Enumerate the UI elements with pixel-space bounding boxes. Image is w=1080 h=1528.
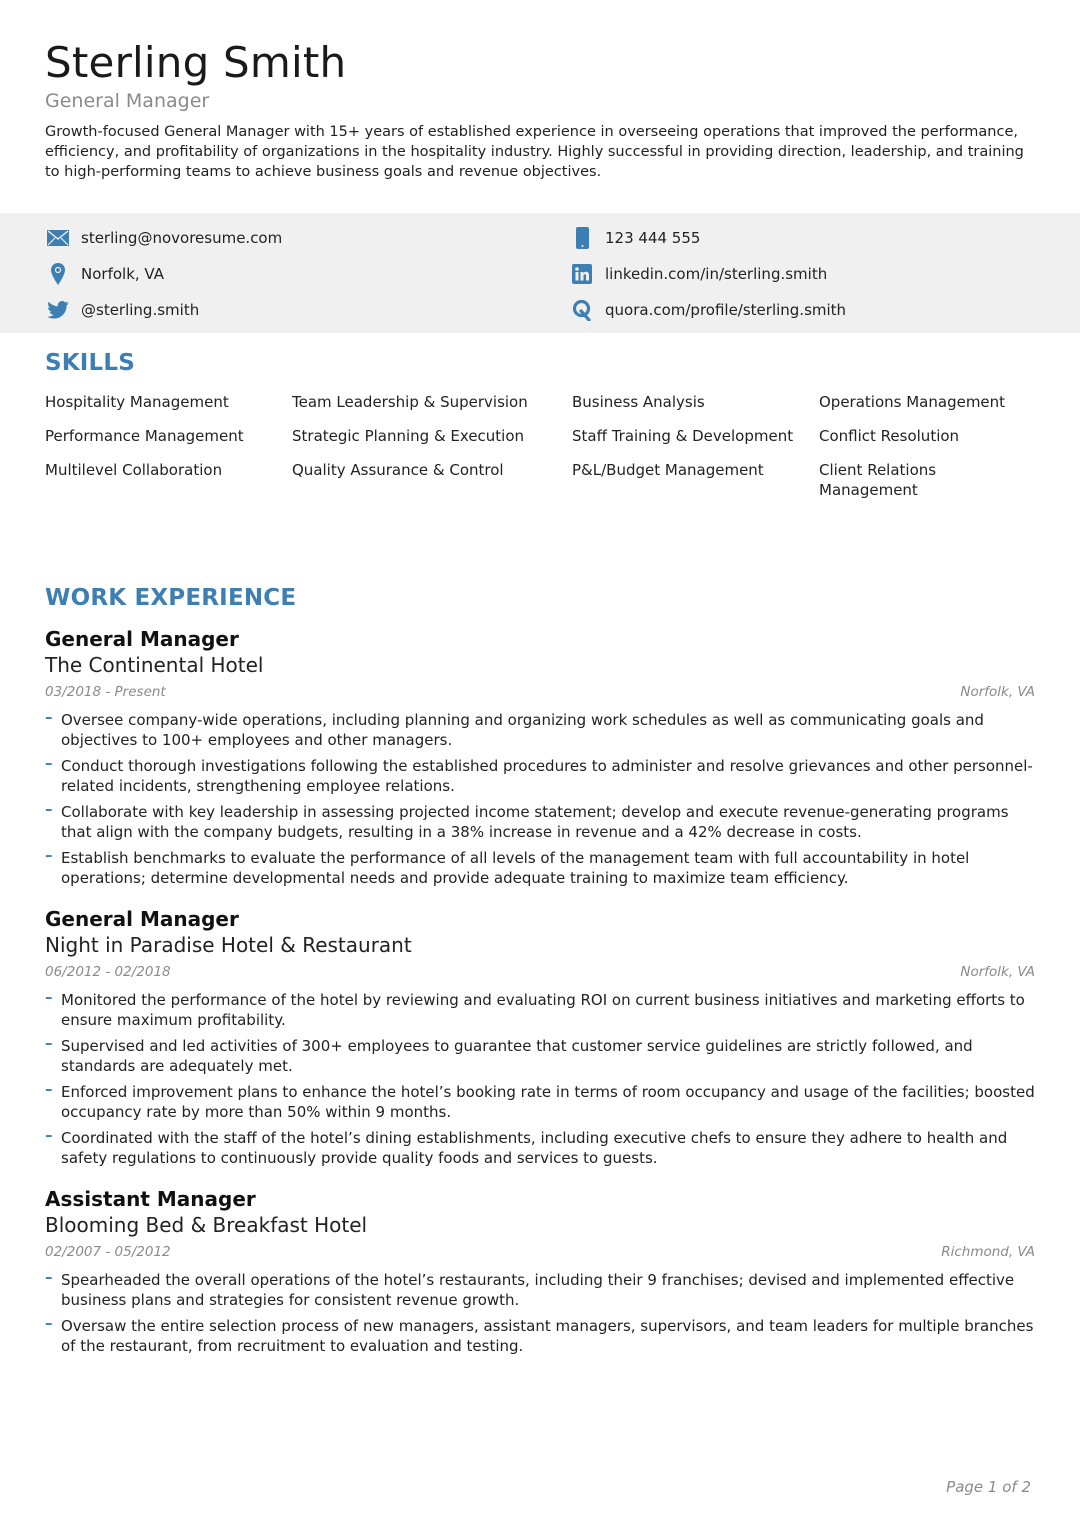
contact-linkedin[interactable] xyxy=(571,262,827,286)
skill-item: Staff Training & Development xyxy=(572,427,794,445)
linkedin-text[interactable]: linkedin.com/in/sterling.smith xyxy=(605,265,828,283)
job-title: General Manager xyxy=(45,627,239,651)
bullet-item xyxy=(45,756,1035,796)
bullet-text: Conduct thorough investigations following the established procedures to administer and resolve grievances and other personnel-related incidents, strengthening employee relations. xyxy=(61,757,1033,795)
skill-item: Business Analysis xyxy=(572,393,705,411)
dash-icon: – xyxy=(45,988,53,1006)
job-bullets xyxy=(45,990,1035,1168)
location-pin-icon xyxy=(47,263,69,285)
bullet-item xyxy=(45,1128,1035,1168)
company-name: Night in Paradise Hotel & Restaurant xyxy=(45,933,412,957)
skill-item: Team Leadership & Supervision xyxy=(292,393,528,411)
dash-icon: – xyxy=(45,800,53,818)
envelope-icon xyxy=(47,227,69,249)
dash-icon: – xyxy=(45,754,53,772)
dash-icon: – xyxy=(45,708,53,726)
summary-text: Growth-focused General Manager with 15+ years of established experience in overseeing operations that improved the performance, efficiency, and profitability of organizations in the hospitality industry. Highly successful in providing direction, leadership, and training to high-performing teams to achieve business goals and revenue objectives. xyxy=(45,124,1024,180)
bullet-item xyxy=(45,1082,1035,1122)
job-entry xyxy=(45,906,1035,1168)
job-entry xyxy=(45,1186,1035,1356)
job-title: Assistant Manager xyxy=(45,1187,256,1211)
skills-row xyxy=(45,460,1040,500)
job-meta xyxy=(45,680,1035,704)
skill-item: Operations Management xyxy=(819,393,1006,411)
company-name: Blooming Bed & Breakfast Hotel xyxy=(45,1213,368,1237)
skill-item: P&L/Budget Management xyxy=(572,461,764,479)
contact-email[interactable] xyxy=(47,226,282,250)
bullet-text: Establish benchmarks to evaluate the performance of all levels of the management team with full accountability in hotel operations; determine developmental needs and provide adequate training to maximize team efficiency. xyxy=(61,849,970,887)
job-meta xyxy=(45,1240,1035,1264)
job-entry xyxy=(45,626,1035,888)
skills-row xyxy=(45,426,1040,446)
dash-icon: – xyxy=(45,1034,53,1052)
job-dates: 03/2018 - Present xyxy=(45,684,166,700)
candidate-name: Sterling Smith xyxy=(45,38,347,87)
quora-icon xyxy=(571,299,593,321)
bullet-text: Spearheaded the overall operations of the hotel’s restaurants, including their 9 franchises; devised and implemented effective business plans and strategies for consistent revenue growth. xyxy=(61,1271,1015,1309)
dash-icon: – xyxy=(45,1126,53,1144)
bullet-item xyxy=(45,1270,1035,1310)
job-meta xyxy=(45,960,1035,984)
contact-location xyxy=(47,262,164,286)
twitter-icon xyxy=(47,299,69,321)
skill-item: Strategic Planning & Execution xyxy=(292,427,525,445)
dash-icon: – xyxy=(45,846,53,864)
contact-quora[interactable] xyxy=(571,298,846,322)
bullet-item xyxy=(45,1036,1035,1076)
job-location: Norfolk, VA xyxy=(960,684,1035,700)
job-dates: 06/2012 - 02/2018 xyxy=(45,964,171,980)
bullet-text: Collaborate with key leadership in assessing projected income statement; develop and execute revenue-generating programs that align with the company budgets, resulting in a 38% increase in revenue and a 42% decrease in costs. xyxy=(61,803,1009,841)
phone-text[interactable]: 123 444 555 xyxy=(605,229,701,247)
linkedin-icon xyxy=(571,263,593,285)
jobs-list xyxy=(45,626,1035,1374)
skills-title: SKILLS xyxy=(45,350,136,376)
work-experience-title: WORK EXPERIENCE xyxy=(45,585,297,611)
company-name: The Continental Hotel xyxy=(45,653,264,677)
page-number: Page 1 of 2 xyxy=(946,1478,1031,1496)
skills-grid xyxy=(45,392,1040,514)
job-location: Norfolk, VA xyxy=(960,964,1035,980)
job-bullets xyxy=(45,1270,1035,1356)
resume-header xyxy=(45,38,1040,182)
location-text: Norfolk, VA xyxy=(81,265,164,283)
bullet-item xyxy=(45,990,1035,1030)
bullet-text: Enforced improvement plans to enhance the hotel’s booking rate in terms of room occupancy and usage of the facilities; boosted occupancy rate by more than 50% within 9 months. xyxy=(61,1083,1035,1121)
skill-item: Multilevel Collaboration xyxy=(45,461,223,479)
job-title: General Manager xyxy=(45,907,239,931)
bullet-text: Oversaw the entire selection process of new managers, assistant managers, supervisors, and team leaders for multiple branches of the restaurant, from recruitment to evaluation and testing. xyxy=(61,1317,1034,1355)
job-dates: 02/2007 - 05/2012 xyxy=(45,1244,171,1260)
bullet-item xyxy=(45,848,1035,888)
skill-item: Hospitality Management xyxy=(45,393,229,411)
contact-twitter[interactable] xyxy=(47,298,199,322)
phone-icon xyxy=(571,227,593,249)
bullet-item xyxy=(45,802,1035,842)
bullet-item xyxy=(45,1316,1035,1356)
bullet-text: Coordinated with the staff of the hotel’s dining establishments, including executive chefs to ensure they adhere to health and safety regulations to continuously provide quality foods and services to guests. xyxy=(61,1129,1008,1167)
bullet-text: Monitored the performance of the hotel by reviewing and evaluating ROI on current business initiatives and marketing efforts to ensure maximum profitability. xyxy=(61,991,1025,1029)
contact-phone[interactable] xyxy=(571,226,700,250)
skill-item: Client Relations Management xyxy=(819,461,937,499)
bullet-text: Oversee company-wide operations, including planning and organizing work schedules as well as communicating goals and objectives to 100+ employees and other managers. xyxy=(61,711,984,749)
dash-icon: – xyxy=(45,1268,53,1286)
skill-item: Conflict Resolution xyxy=(819,427,960,445)
job-location: Richmond, VA xyxy=(941,1244,1035,1260)
skills-row xyxy=(45,392,1040,412)
twitter-text[interactable]: @sterling.smith xyxy=(81,301,200,319)
candidate-role: General Manager xyxy=(45,90,210,112)
email-text[interactable]: sterling@novoresume.com xyxy=(81,229,283,247)
dash-icon: – xyxy=(45,1314,53,1332)
bullet-text: Supervised and led activities of 300+ employees to guarantee that customer service guidelines are strictly followed, and standards are adequately met. xyxy=(61,1037,973,1075)
skill-item: Performance Management xyxy=(45,427,244,445)
quora-text[interactable]: quora.com/profile/sterling.smith xyxy=(605,301,847,319)
job-bullets xyxy=(45,710,1035,888)
skill-item: Quality Assurance & Control xyxy=(292,461,504,479)
bullet-item xyxy=(45,710,1035,750)
dash-icon: – xyxy=(45,1080,53,1098)
